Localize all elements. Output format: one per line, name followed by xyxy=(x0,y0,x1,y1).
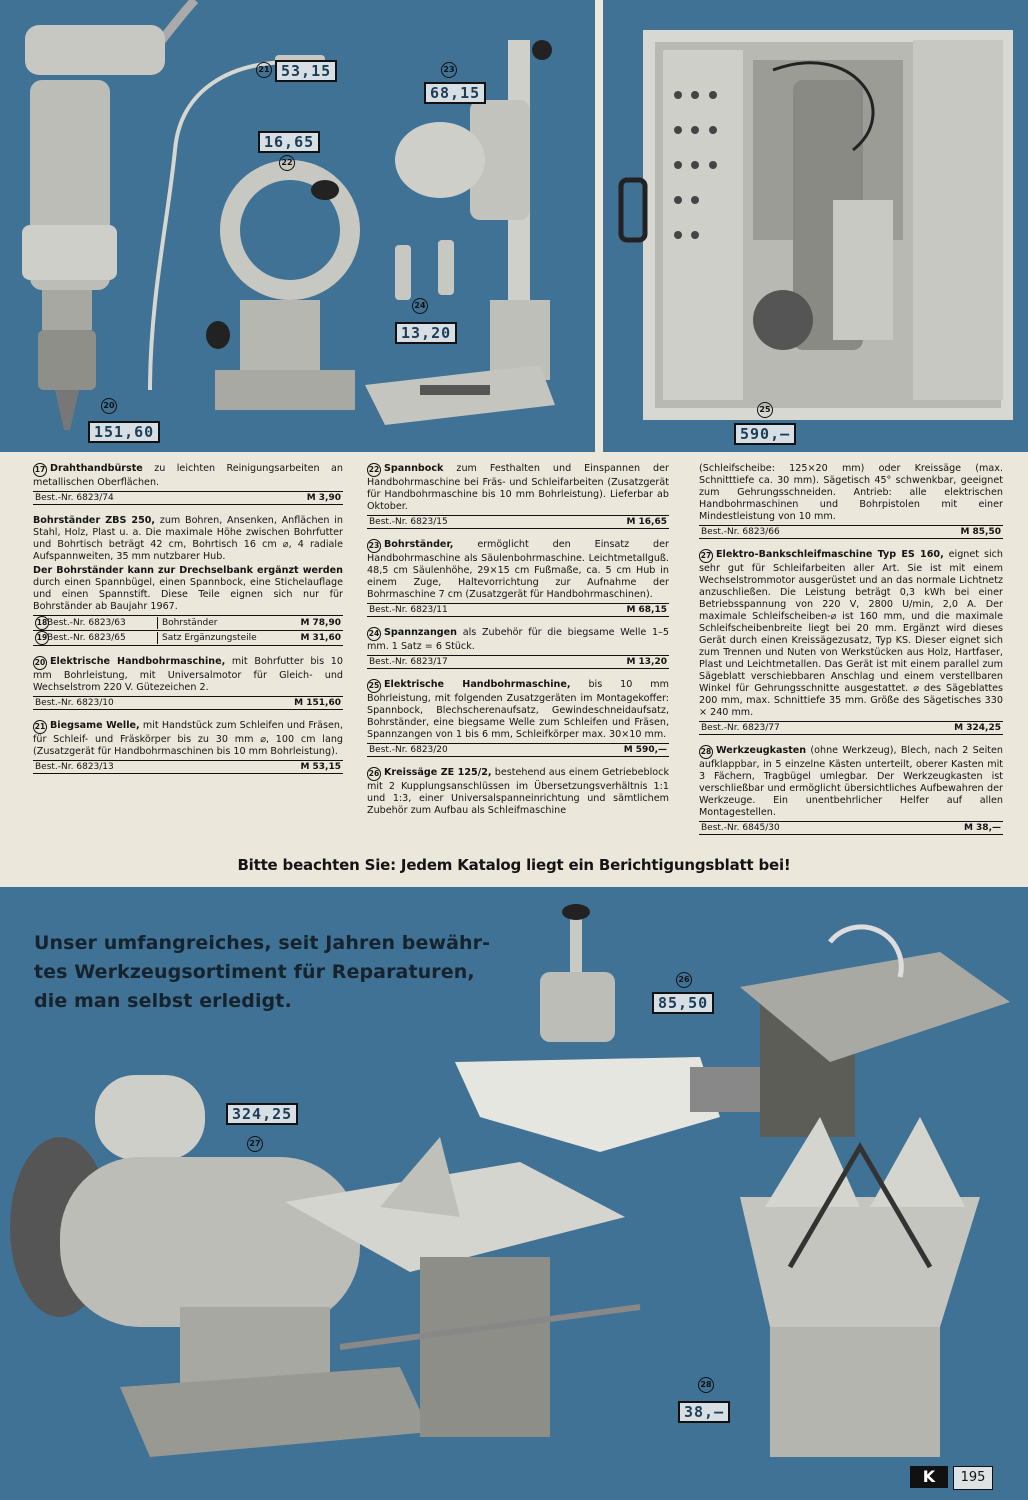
order-price: M 53,15 xyxy=(300,762,341,772)
slogan-line-1: Unser umfangreiches, seit Jahren bewähr- xyxy=(34,932,491,954)
item-23-text: ermöglicht den Einsatz der Handbohrmaschine als Säulenbohrmaschine. Leichtmetallguß. 48,5 cm Säulenhöhe, 29×15 cm Fußmaße, ca. 5 cm Hub in einem Zuge, Haltevorrichtung zur Aufnahme der Bohrmaschine 7 cm (Zusatzgerät für Handbohrmaschinen). xyxy=(367,539,669,600)
item-27-description xyxy=(699,549,1003,719)
order-price: M 151,60 xyxy=(294,698,341,708)
order-row-22 xyxy=(367,515,669,529)
item-number-24-text: 24 xyxy=(367,627,381,641)
item-number-23-text: 23 xyxy=(367,539,381,553)
item-number-20: 20 xyxy=(101,398,117,414)
item-number-25-text: 25 xyxy=(367,679,381,693)
item-22-description xyxy=(367,463,669,513)
price-tag-22: 16,65 xyxy=(258,131,320,153)
item-number-23: 23 xyxy=(441,62,457,78)
order-number: Best.-Nr. 6823/65 xyxy=(47,633,126,643)
order-row-23 xyxy=(367,603,669,617)
item-26-text: bestehend aus einem Getriebeblock mit 2 Kupplungsanschlüssen im Übersetzungsverhältnis 1:1 und 1:3, einer Universalspanneinrichtung und sämtlichem Zubehör zum Aufbau als Schleifmaschine xyxy=(367,767,669,816)
item-number-28: 28 xyxy=(698,1377,714,1393)
zbs-title: Bohrständer ZBS 250, xyxy=(33,515,156,526)
order-row-21 xyxy=(33,760,343,774)
circular-saw-image xyxy=(455,904,1010,1152)
item-28-description xyxy=(699,745,1003,819)
order-number: Best.-Nr. 6823/11 xyxy=(369,605,448,615)
item-27-title: Elektro-Bankschleifmaschine Typ ES 160, xyxy=(716,549,944,560)
item-26-continued: (Schleifscheibe: 125×20 mm) oder Kreissäge (max. Schnitttiefe ca. 30 mm). Sägetisch 45° schwenkbar, geeignet zum Gehrungsschneiden. Antrieb: alle elektrischen Handbohrmaschinen und Bohrpistolen mit einer Mindestleistung von 10 mm. xyxy=(699,463,1003,522)
item-21-title: Biegsame Welle, xyxy=(50,720,140,731)
item-24-text: als Zubehör für die biegsame Welle 1–5 mm. 1 Satz = 6 Stück. xyxy=(367,627,669,652)
item-20-title: Elektrische Handbohrmaschine, xyxy=(50,656,226,667)
item-24-description xyxy=(367,627,669,653)
clamp-image xyxy=(206,170,355,410)
slogan-line-3: die man selbst erledigt. xyxy=(34,990,292,1012)
price-tag-20: 151,60 xyxy=(88,421,160,443)
order-row-26 xyxy=(699,525,1003,539)
panel-workshop-tools xyxy=(0,887,1028,1500)
item-number-22: 22 xyxy=(279,155,295,171)
item-22-title: Spannbock xyxy=(384,463,444,474)
item-17-title: Drahthandbürste xyxy=(50,463,143,474)
order-desc: Bohrständer xyxy=(157,617,300,629)
item-number-27: 27 xyxy=(247,1136,263,1152)
order-price: M 324,25 xyxy=(954,723,1001,733)
order-price: M 85,50 xyxy=(960,527,1001,537)
item-number-25: 25 xyxy=(757,402,773,418)
tool-case-illustration xyxy=(603,0,1028,452)
item-number-24: 24 xyxy=(412,298,428,314)
zbs-description xyxy=(33,515,343,563)
order-desc: Satz Ergänzungsteile xyxy=(157,632,300,644)
item-number-18: 18 xyxy=(35,616,49,630)
item-22-text: zum Festhalten und Einspannen der Handbohrmaschine bei Fräs- und Schleifarbeiten (Zusatzgerät für Handbohrmaschine bis 10 mm Bohrleistung). Lieferbar ab Oktober. xyxy=(367,463,669,512)
item-20-text: mit Bohrfutter bis 10 mm Bohrleistung, mit Universalmotor für Gleich- und Wechselstrom 220 V. Gütezeichen 2. xyxy=(33,656,343,693)
workshop-tools-illustration xyxy=(0,887,1028,1500)
order-number: Best.-Nr. 6823/20 xyxy=(369,745,448,755)
order-price: M 31,60 xyxy=(300,633,341,643)
zbs-extension-text: durch einen Spannbügel, einen Spannbock, eine Stichelauflage und einen Spannstift. Diese Teile eignen sich nur für Bohrständer ab Baujahr 1967. xyxy=(33,577,343,612)
order-number: Best.-Nr. 6823/66 xyxy=(701,527,780,537)
zbs-extension xyxy=(33,565,343,613)
order-row-19 xyxy=(33,630,343,646)
item-25-text: bis 10 mm Bohrleistung, mit folgenden Zusatzgeräten im Montagekoffer: Spannbock, Blechscherenaufsatz, Gewindeschneidaufsatz, Bohrständer, eine biegsame Welle zum Schleifen und Fräsen, Spannzangen von 1 bis 6 mm, Schleifkörper max. 30×10 mm. xyxy=(367,679,669,740)
item-number-19: 19 xyxy=(35,631,49,645)
order-number: Best.-Nr. 6823/17 xyxy=(369,657,448,667)
item-23-description xyxy=(367,539,669,601)
price-tag-27: 324,25 xyxy=(226,1103,298,1125)
panel-drill-accessories xyxy=(0,0,595,452)
item-17-text: zu leichten Reinigungsarbeiten an metallischen Oberflächen. xyxy=(33,463,343,488)
order-price: M 13,20 xyxy=(626,657,667,667)
item-26-title: Kreissäge ZE 125/2, xyxy=(384,767,492,778)
correction-sheet-notice: Bitte beachten Sie: Jedem Katalog liegt ein Berichtigungsblatt bei! xyxy=(237,856,791,874)
item-25-description xyxy=(367,679,669,741)
price-tag-24: 13,20 xyxy=(395,322,457,344)
page-number: 195 xyxy=(953,1466,993,1490)
item-28-text: (ohne Werkzeug), Blech, nach 2 Seiten aufklappbar, in 5 einzelne Kästen unterteilt, oberer Kasten mit 3 Fächern, Tragbügel umlegbar. Der Werkzeugkasten ist verschließbar und ermöglicht übersichtliches Aufbewahren der Werkzeuge. Ein unentbehrlicher Helfer auf allen Montagestellen. xyxy=(699,745,1003,818)
item-23-title: Bohrständer, xyxy=(384,539,454,550)
item-number-27-text: 27 xyxy=(699,549,713,563)
order-price: M 78,90 xyxy=(300,618,341,628)
order-number: Best.-Nr. 6823/13 xyxy=(35,762,114,772)
price-tag-28: 38,— xyxy=(678,1401,730,1423)
order-row-25 xyxy=(367,743,669,757)
order-price: M 16,65 xyxy=(626,517,667,527)
order-row-27 xyxy=(699,721,1003,735)
zbs-extension-title: Der Bohrständer kann zur Drechselbank ergänzt werden xyxy=(33,565,343,576)
item-26-description xyxy=(367,767,669,817)
item-27-text: eignet sich sehr gut für Schleifarbeiten aller Art. Sie ist mit einem Wechselstrommotor ausgerüstet und an das normale Lichtnetz anzuschließen. Die Leistung beträgt 0,3 kWh bei einer Betriebsspannung von 220 V, 2800 U/min, 2,0 A. Der maximale Schleifscheiben-⌀ ist 160 mm, und die maximale Schleifscheibenbreite liegt bei 20 mm. Ergänzt wird dieses Gerät durch einen Kreissägezusatz, Typ KS. Dieser eignet sich zum Trennen und Nuten von Werkstücken aus Holz, Hartfaser, Plast und Leichtmetallen. Das Gerät ist mit einem parallel zum Sägeblatt verschiebbaren Anschlag und einem verstellbaren Winkel für Gehrungsschnitte ausgestattet. ⌀ des Sägeblattes 200 mm, max. Schnittiefe 35 mm. Größe des Sägetisches 330 × 240 mm. xyxy=(699,549,1003,718)
item-number-21: 21 xyxy=(256,62,272,78)
item-20-description xyxy=(33,656,343,694)
order-row-24 xyxy=(367,655,669,669)
item-number-21-text: 21 xyxy=(33,720,47,734)
order-number: Best.-Nr. 6823/74 xyxy=(35,493,114,503)
price-tag-25: 590,— xyxy=(734,423,796,445)
order-row-20 xyxy=(33,696,343,710)
order-number: Best.-Nr. 6823/10 xyxy=(35,698,114,708)
item-number-22-text: 22 xyxy=(367,463,381,477)
item-28-title: Werkzeugkasten xyxy=(716,745,807,756)
order-row-18 xyxy=(33,615,343,630)
price-tag-21: 53,15 xyxy=(275,60,337,82)
toolbox-image xyxy=(740,1117,980,1457)
order-number: Best.-Nr. 6823/77 xyxy=(701,723,780,733)
item-number-26-text: 26 xyxy=(367,767,381,781)
price-tag-26: 85,50 xyxy=(652,992,714,1014)
item-number-20-text: 20 xyxy=(33,656,47,670)
hand-drill-image xyxy=(22,25,165,430)
order-row-17 xyxy=(33,491,343,505)
item-17-description xyxy=(33,463,343,489)
item-25-title: Elektrische Handbohrmaschine, xyxy=(384,679,571,690)
item-number-17: 17 xyxy=(33,463,47,477)
order-price: M 68,15 xyxy=(626,605,667,615)
text-column-1 xyxy=(33,463,343,784)
catalog-logo: K xyxy=(910,1466,948,1488)
zbs-text: zum Bohren, Ansenken, Anflächen in Stahl, Holz, Plast u. a. Die maximale Höhe zwischen Bohrfutter und Bohrtisch beträgt 42 cm, Bohrtisch 16 cm ⌀, 4 radiale Aufspannweiten, 35 mm nutzbarer Hub. xyxy=(33,515,343,562)
order-price: M 38,— xyxy=(963,823,1001,833)
item-24-title: Spannzangen xyxy=(384,627,458,638)
item-21-description xyxy=(33,720,343,758)
order-row-28 xyxy=(699,821,1003,835)
order-number: Best.-Nr. 6823/15 xyxy=(369,517,448,527)
order-number: Best.-Nr. 6823/63 xyxy=(47,618,126,628)
order-number: Best.-Nr. 6845/30 xyxy=(701,823,780,833)
price-tag-23: 68,15 xyxy=(424,82,486,104)
text-column-2 xyxy=(367,463,669,819)
slogan-line-2: tes Werkzeugsortiment für Reparaturen, xyxy=(34,961,475,983)
order-price: M 3,90 xyxy=(306,493,341,503)
order-price: M 590,— xyxy=(623,745,667,755)
text-column-3 xyxy=(699,463,1003,845)
item-number-26: 26 xyxy=(676,972,692,988)
item-number-28-text: 28 xyxy=(699,745,713,759)
item-21-text: mit Handstück zum Schleifen und Fräsen, für Schleif- und Fräskörper bis zu 30 mm ⌀, 100 cm lang (Zusatzgerät für Handbohrmaschinen bis 10 mm Bohrleistung). xyxy=(33,720,343,757)
panel-tool-case xyxy=(603,0,1028,452)
